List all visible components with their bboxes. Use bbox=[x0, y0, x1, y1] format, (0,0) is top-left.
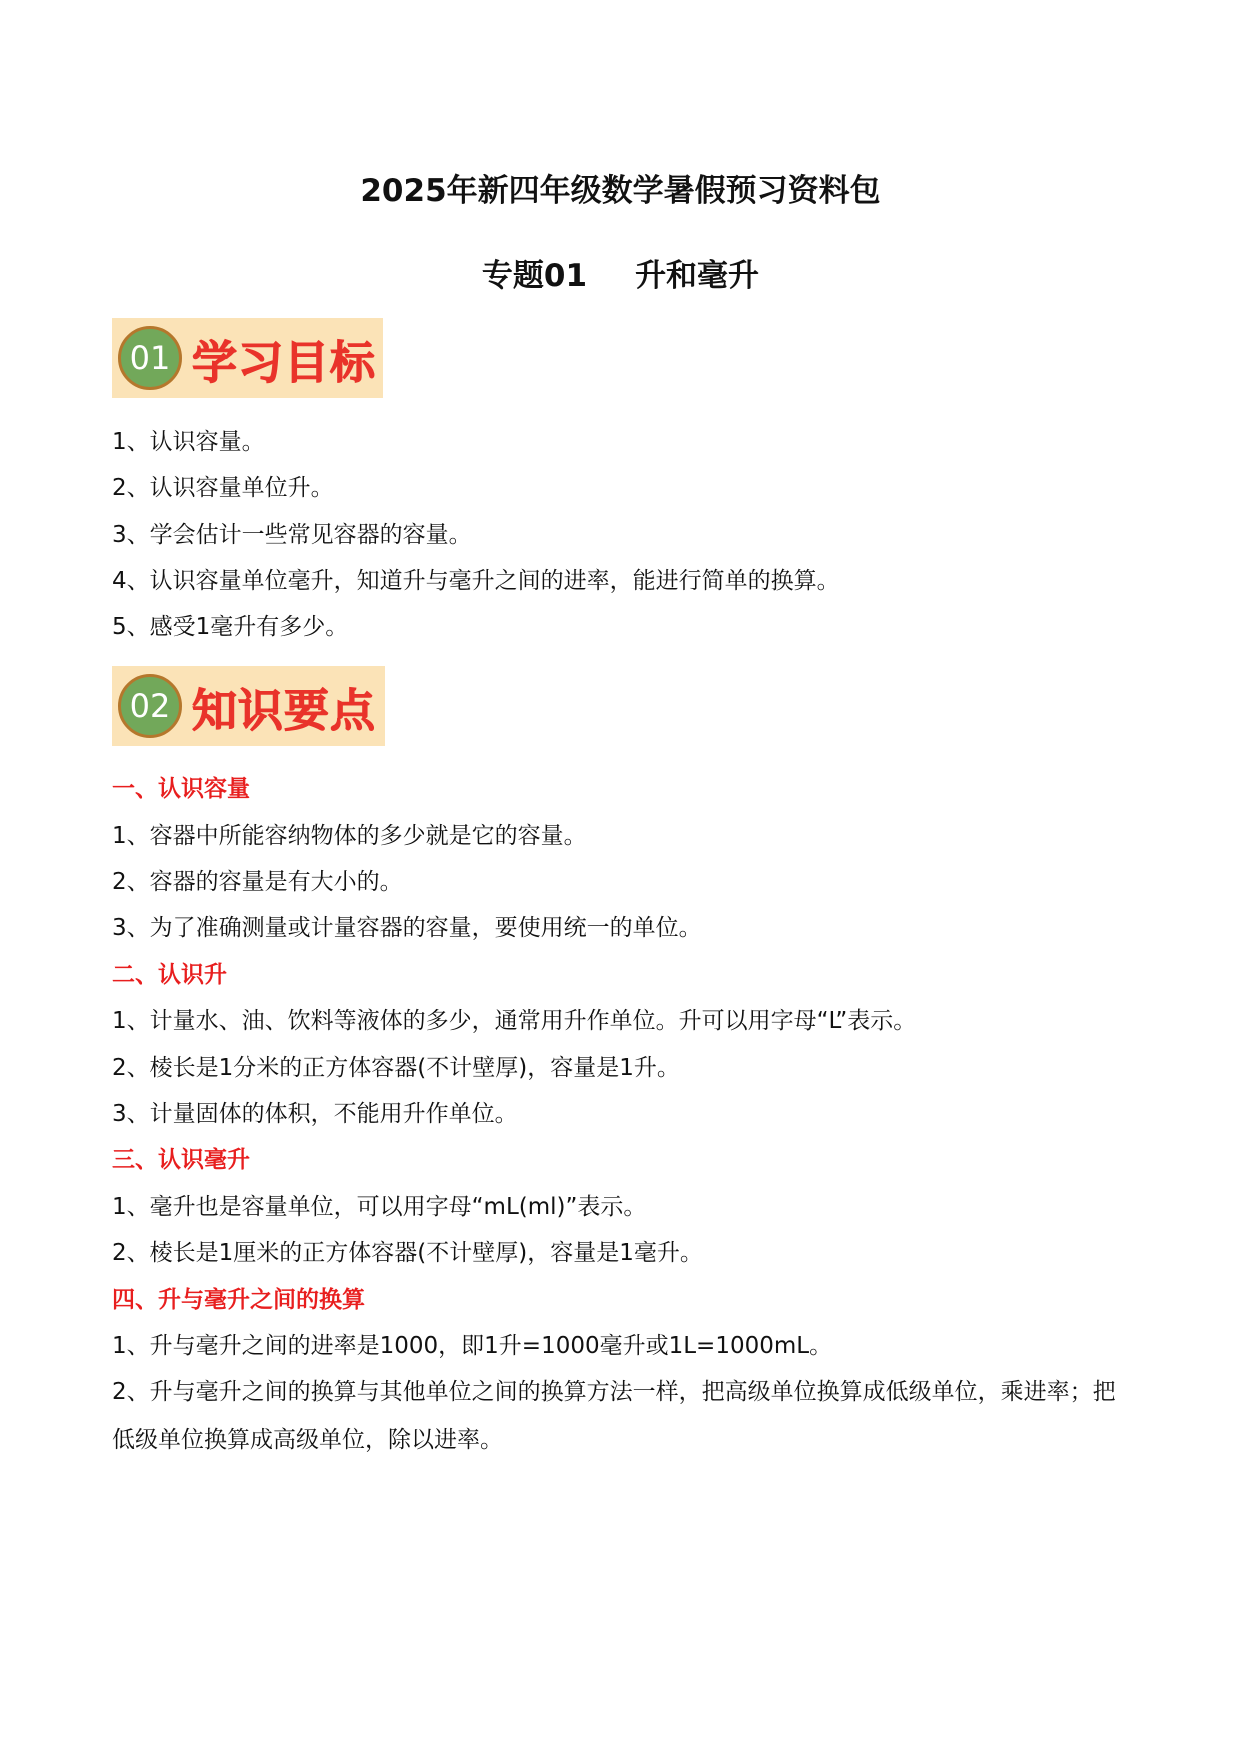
point-item: 3、计量固体的体积，不能用升作单位。 bbox=[112, 1101, 518, 1127]
point-item: 2、棱长是1厘米的正方体容器(不计壁厚)，容量是1毫升。 bbox=[112, 1240, 703, 1266]
topic-title bbox=[0, 250, 1241, 295]
section-number-circle: 02 bbox=[118, 674, 182, 738]
part-heading: 三、认识毫升 bbox=[112, 1147, 250, 1173]
goal-item: 1、认识容量。 bbox=[112, 429, 265, 455]
section-title: 学习目标 bbox=[192, 335, 377, 389]
point-item: 2、容器的容量是有大小的。 bbox=[112, 869, 403, 895]
section-badge-key-points bbox=[112, 666, 385, 746]
goal-item: 4、认识容量单位毫升，知道升与毫升之间的进率，能进行简单的换算。 bbox=[112, 568, 840, 594]
point-item: 2、棱长是1分米的正方体容器(不计壁厚)，容量是1升。 bbox=[112, 1055, 680, 1081]
document-title: 2025年新四年级数学暑假预习资料包 bbox=[360, 173, 881, 209]
part-heading: 一、认识容量 bbox=[112, 776, 250, 802]
point-item: 1、升与毫升之间的进率是1000，即1升=1000毫升或1L=1000mL。 bbox=[112, 1333, 833, 1359]
point-item: 1、计量水、油、饮料等液体的多少，通常用升作单位。升可以用字母“L”表示。 bbox=[112, 1008, 917, 1034]
goal-item: 2、认识容量单位升。 bbox=[112, 475, 334, 501]
section-title: 知识要点 bbox=[192, 683, 377, 737]
topic-name: 升和毫升 bbox=[635, 258, 760, 294]
point-item: 1、毫升也是容量单位，可以用字母“mL(ml)”表示。 bbox=[112, 1194, 647, 1220]
point-item: 2、升与毫升之间的换算与其他单位之间的换算方法一样，把高级单位换算成低级单位，乘进率；把低级单位换算成高级单位，除以进率。 bbox=[112, 1379, 1116, 1453]
point-item: 1、容器中所能容纳物体的多少就是它的容量。 bbox=[112, 823, 587, 849]
point-item: 3、为了准确测量或计量容器的容量，要使用统一的单位。 bbox=[112, 915, 702, 941]
goal-item: 5、感受1毫升有多少。 bbox=[112, 614, 349, 640]
part-heading: 二、认识升 bbox=[112, 962, 227, 988]
topic-number: 专题01 bbox=[481, 258, 588, 294]
part-heading: 四、升与毫升之间的换算 bbox=[112, 1287, 365, 1313]
section-badge-learning-goals bbox=[112, 318, 383, 398]
section-number-circle: 01 bbox=[118, 326, 182, 390]
goal-item: 3、学会估计一些常见容器的容量。 bbox=[112, 522, 472, 548]
